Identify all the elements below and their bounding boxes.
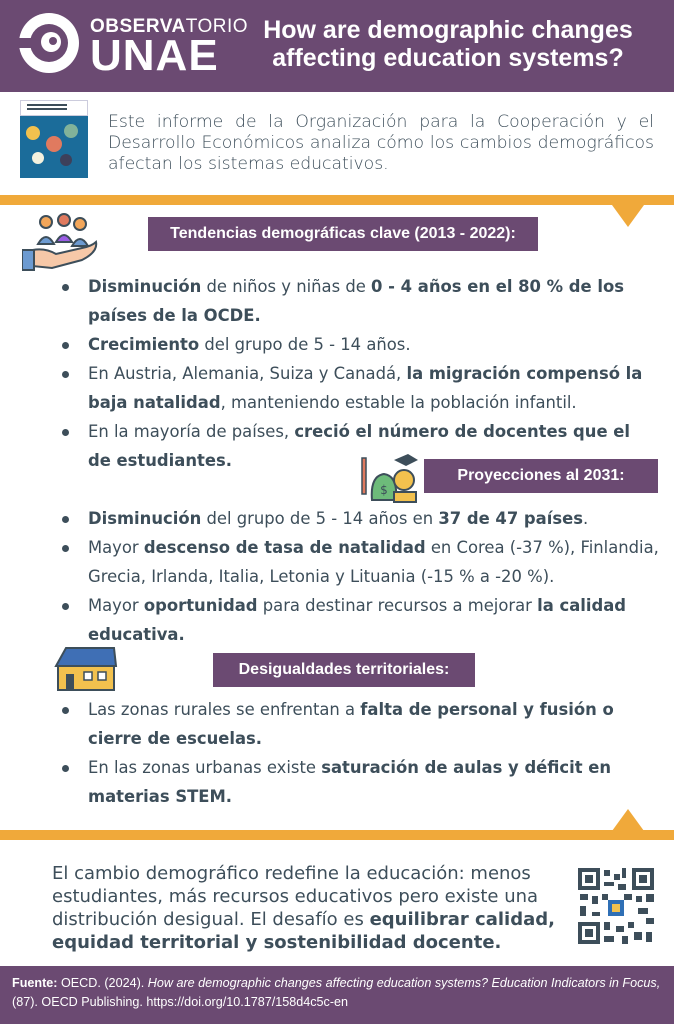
bold-text-run: Disminución [88, 509, 202, 528]
svg-text:$: $ [380, 483, 388, 497]
text-run: del grupo de 5 - 14 años en [201, 509, 439, 528]
report-cover-thumbnail[interactable] [20, 100, 88, 188]
money-graduation-icon [358, 452, 418, 504]
conclusion-paragraph [52, 862, 564, 954]
school-house-icon [52, 646, 118, 692]
section-label-projections: Proyecciones al 2031: [424, 459, 658, 493]
text-run: Mayor [88, 596, 144, 615]
observatorio-eye-logo-icon [16, 10, 82, 76]
source-suffix[interactable]: (87). OECD Publishing. https://doi.org/10.1787/158d4c5c-en [12, 995, 349, 1009]
text-run: . [582, 509, 589, 528]
text-run: En las zonas urbanas existe [88, 758, 322, 777]
page-title [240, 16, 656, 72]
inequalities-list [58, 695, 654, 811]
list-item [58, 533, 662, 591]
cover-photo-blob [46, 136, 62, 152]
report-cover-title-strip [20, 100, 88, 116]
bold-text-run: creció el número de docentes que el de estudiantes. [88, 422, 631, 470]
cover-photo-blob [60, 154, 72, 166]
divider-arrow-up [612, 809, 644, 831]
list-item [58, 272, 658, 330]
bold-text-run: Disminución [88, 277, 202, 296]
bold-text-run: 37 de 47 países [438, 509, 583, 528]
text-run: Las zonas rurales se enfrentan a [88, 700, 361, 719]
cover-footer-strip [20, 178, 88, 188]
hand-people-icon [22, 212, 102, 274]
text-run: Mayor [88, 538, 144, 557]
divider-arrow-down [612, 205, 644, 227]
text-run: para destinar recursos a mejorar [257, 596, 538, 615]
list-item [58, 330, 658, 359]
bold-text-run: falta de personal y fusión o cierre de escuelas. [88, 700, 614, 748]
source-prefix: OECD. (2024). [57, 976, 148, 990]
intro-paragraph: Este informe de la Organización para la Cooperación y el Desarrollo Económicos analiza cómo los cambios demográficos afectan los sistemas educativos. [108, 112, 654, 174]
list-item [58, 504, 662, 533]
bold-text-run: Crecimiento [88, 335, 200, 354]
divider-band-bottom [0, 830, 674, 840]
text-run: En Austria, Alemania, Suiza y Canadá, [88, 364, 407, 383]
text-run: El cambio demográfico redefine la educación: menos estudiantes, más recursos educativos pero existe una distribución desigual. El desafío es [52, 863, 539, 930]
bold-text-run: equilibrar calidad, equidad territorial y sostenibilidad docente. [52, 909, 555, 953]
list-item [58, 695, 654, 753]
bold-text-run: descenso de tasa de natalidad [143, 538, 426, 557]
header-banner [0, 0, 674, 92]
bold-text-run: la migración compensó la baja natalidad [88, 364, 643, 412]
list-item [58, 753, 654, 811]
text-run: En la mayoría de países, [88, 422, 295, 441]
logo-observatorio-text: OBSERVATORIO [90, 16, 249, 37]
section-label-trends: Tendencias demográficas clave (2013 - 2022): [148, 217, 538, 251]
page-title-line-1: How are demographic changes [263, 16, 633, 44]
divider-band-top [0, 195, 674, 205]
text-run: en Corea (-37 %), Finlandia, Grecia, Irlanda, Italia, Letonia y Lituania (-15 % a -20 %). [88, 538, 659, 586]
cover-photo-blob [32, 152, 44, 164]
logo-unae-text: UNAE [90, 31, 219, 80]
bold-text-run: saturación de aulas y déficit en materias STEM. [88, 758, 612, 806]
qr-code-icon[interactable] [576, 866, 656, 946]
trends-list [58, 272, 658, 475]
observatorio-logo[interactable] [16, 10, 249, 82]
source-citation [12, 974, 662, 1012]
bold-text-run: la calidad educativa. [88, 596, 627, 644]
cover-photo-blob [64, 124, 78, 138]
page-title-line-2: affecting education systems? [272, 44, 624, 72]
source-label: Fuente: [12, 976, 58, 990]
text-run: , manteniendo estable la población infantil. [220, 393, 577, 412]
list-item [58, 591, 662, 649]
list-item [58, 359, 658, 417]
section-label-inequalities: Desigualdades territoriales: [213, 653, 475, 687]
projections-list [58, 504, 662, 649]
cover-photo-blob [26, 126, 40, 140]
bold-text-run: 0 - 4 años en el 80 % de los países de la OCDE. [88, 277, 624, 325]
source-title: How are demographic changes affecting education systems? Education Indicators in Focus, [147, 976, 661, 990]
bold-text-run: oportunidad [143, 596, 258, 615]
text-run: del grupo de 5 - 14 años. [199, 335, 411, 354]
footer-banner [0, 966, 674, 1024]
text-run: de niños y niñas de [201, 277, 372, 296]
